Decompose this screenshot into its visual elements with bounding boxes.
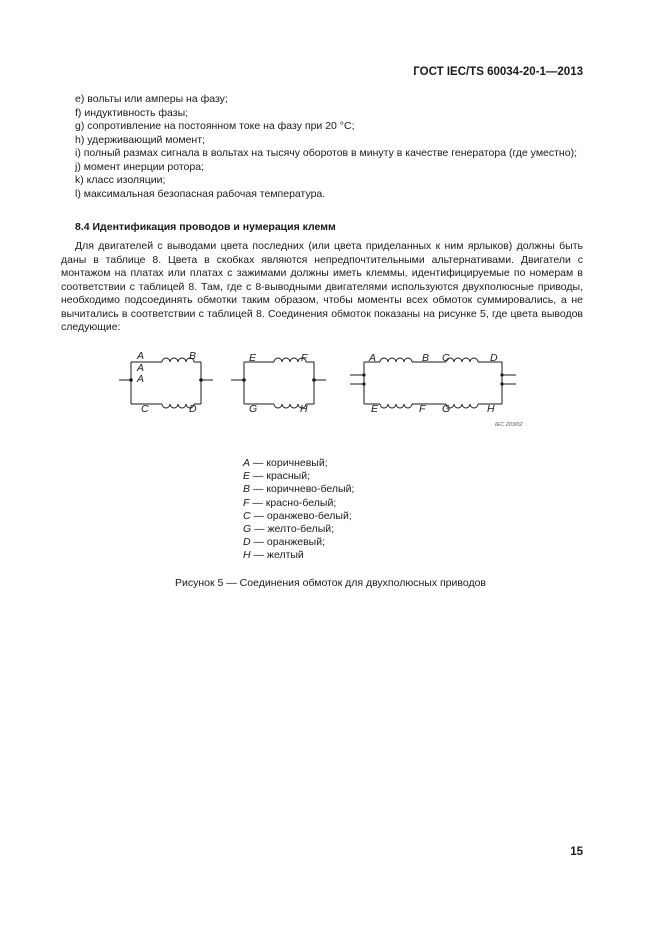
label: A <box>137 362 145 374</box>
list-item: l) максимальная безопасная рабочая температура. <box>75 187 326 200</box>
list-item: j) момент инерции ротора; <box>75 160 204 173</box>
winding-diagram <box>110 343 550 433</box>
label: H <box>300 403 308 415</box>
document-header: ГОСТ IEC/TS 60034-20-1—2013 <box>413 66 583 78</box>
page-number: 15 <box>570 846 583 858</box>
label: A <box>369 352 377 364</box>
label: E <box>249 352 257 364</box>
legend-item: A — коричневый; <box>243 457 328 469</box>
legend-item: D — оранжевый; <box>243 536 326 549</box>
label: E <box>371 403 379 415</box>
legend-item: F — красно-белый; <box>243 496 337 509</box>
circuit-3 <box>350 358 516 408</box>
list-item: g) сопротивление на постоянном токе на фазу при 20 °С; <box>75 120 355 132</box>
parameter-list <box>61 93 583 201</box>
body-paragraph: Для двигателей с выводами цвета последних (или цвета приделанных к ним ярлыков) должны быть даны в таблице 8. Цвета в скобках являются непредпочтительными альтернативами. Двигатели с монтажом на платах или платах с зажимами должны иметь клеммы, идентифицируемые по номерам в соответствии с таблицей 8. Там, где с 8-выводными двигателями используются двухполюсные приводы, необходимо подсоединять обмотки таким образом, чтобы моменты всех обмоток суммировались, а не вычитались в соответствии с таблицей 8. Соединения обмоток показаны на рисунке 5, где цвета выводов следующие: <box>61 240 583 333</box>
legend-item: E — красный; <box>243 470 311 483</box>
list-item: e) вольты или амперы на фазу; <box>75 93 228 105</box>
winding-connections-figure <box>110 343 550 433</box>
label: G <box>249 403 258 415</box>
list-item: h) удерживающий момент; <box>75 133 205 146</box>
legend-item: H — желтый <box>243 549 304 562</box>
circuit-1 <box>119 358 213 408</box>
legend-item: C — оранжево-белый; <box>243 509 352 522</box>
label: G <box>442 403 451 415</box>
circuit-2 <box>231 358 326 408</box>
iec-reference: IEC 203/02 <box>495 422 523 428</box>
label: A <box>137 373 145 385</box>
list-item: f) индуктивность фазы; <box>75 106 189 119</box>
legend-item: B — коричнево-белый; <box>243 483 355 496</box>
list-item: k) класс изоляции; <box>75 174 166 186</box>
list-item: i) полный размах сигнала в вольтах на тысячу оборотов в минуту в качестве генератора (где уместно); <box>75 147 577 159</box>
color-legend <box>243 457 354 563</box>
label: D <box>490 352 498 364</box>
figure-caption: Рисунок 5 — Соединения обмоток для двухполюсных приводов <box>174 577 486 589</box>
legend-item: G — желто-белый; <box>243 523 335 536</box>
label: C <box>141 403 149 415</box>
label: F <box>419 403 426 415</box>
label: B <box>189 350 197 362</box>
label: H <box>487 403 495 415</box>
section-title: 8.4 Идентификация проводов и нумерация клемм <box>75 221 336 233</box>
label: D <box>189 403 197 415</box>
label: B <box>422 352 430 364</box>
label: F <box>301 352 308 364</box>
label: C <box>442 352 450 364</box>
label: A <box>137 350 145 362</box>
